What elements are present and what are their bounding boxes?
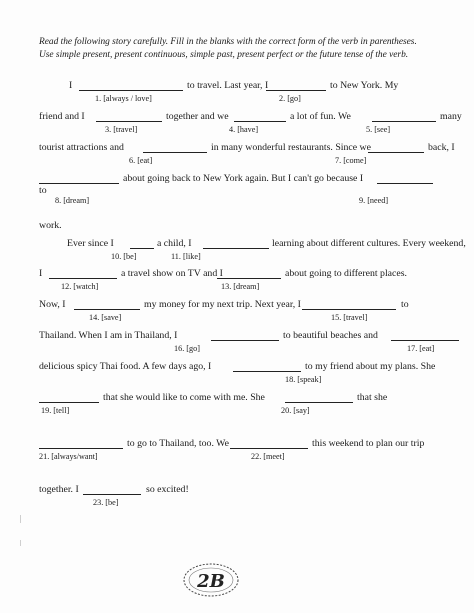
instructions-line-2: Use simple present, present continuous, simple past, present perfect or the future tense of the verb. [39, 50, 409, 60]
story-line [39, 361, 459, 391]
verb-hint: 6. [eat] [129, 156, 153, 165]
answer-blank-20[interactable] [285, 402, 353, 403]
story-line [39, 142, 459, 172]
answer-blank-7[interactable] [368, 152, 424, 153]
verb-hint: 18. [speak] [285, 375, 322, 384]
story-text: I [39, 268, 43, 279]
story-line [39, 330, 459, 360]
answer-blank-9[interactable] [377, 183, 433, 184]
story-text: I [69, 80, 73, 91]
verb-hint: 20. [say] [281, 406, 310, 415]
story-line [39, 438, 459, 468]
scan-mark [20, 540, 21, 546]
story-text: a child, I [157, 238, 192, 249]
answer-blank-11[interactable] [203, 248, 269, 249]
verb-hint: 12. [watch] [61, 282, 99, 291]
story-text: to New York. My [330, 80, 399, 91]
story-line [39, 80, 459, 110]
story-line [39, 392, 459, 422]
answer-blank-23[interactable] [83, 494, 141, 495]
story-text: to [401, 299, 409, 310]
story-text: a travel show on TV and I [121, 268, 223, 279]
scan-mark [20, 515, 21, 523]
story-text: that she [357, 392, 388, 403]
story-text: about going back to New York again. But I can't go because I [123, 173, 364, 184]
answer-blank-22[interactable] [230, 448, 308, 449]
story-text: to beautiful beaches and [283, 330, 378, 341]
story-text: work. [39, 220, 62, 231]
verb-hint: 16. [go] [174, 344, 200, 353]
answer-blank-10[interactable] [130, 248, 154, 249]
story-text: together and we [166, 111, 229, 122]
verb-hint: 19. [tell] [41, 406, 70, 415]
answer-blank-5[interactable] [372, 121, 436, 122]
story-text: my money for my next trip. Next year, I [144, 299, 301, 310]
grade-stamp [180, 556, 242, 600]
story-text: a lot of fun. We [290, 111, 351, 122]
answer-blank-2[interactable] [266, 90, 326, 91]
story-text: delicious spicy Thai food. A few days ago, I [39, 361, 212, 372]
answer-blank-6[interactable] [143, 152, 207, 153]
answer-blank-1[interactable] [79, 90, 183, 91]
verb-hint: 15. [travel] [331, 313, 368, 322]
story-text: Ever since I [67, 238, 114, 249]
story-text: to travel. Last year, I [187, 80, 269, 91]
answer-blank-14[interactable] [74, 309, 140, 310]
verb-hint: 14. [save] [89, 313, 122, 322]
verb-hint: 9. [need] [359, 196, 389, 205]
instructions-line-1: Read the following story carefully. Fill in the blanks with the correct form of the verb in parentheses. [39, 37, 417, 47]
verb-hint: 2. [go] [279, 94, 301, 103]
verb-hint: 7. [come] [335, 156, 367, 165]
verb-hint: 23. [be] [93, 498, 119, 507]
answer-blank-12[interactable] [49, 278, 117, 279]
story-text: to my friend about my plans. She [305, 361, 436, 372]
verb-hint: 1. [always / love] [95, 94, 152, 103]
story-line [39, 299, 459, 329]
story-line [39, 173, 459, 203]
instructions [39, 36, 459, 62]
story-text: that she would like to come with me. She [103, 392, 265, 403]
answer-blank-15[interactable] [302, 309, 396, 310]
answer-blank-4[interactable] [234, 121, 286, 122]
verb-hint: 13. [dream] [221, 282, 260, 291]
verb-hint: 5. [see] [366, 125, 391, 134]
answer-blank-19[interactable] [39, 402, 99, 403]
verb-hint: 4. [have] [229, 125, 259, 134]
story-text: this weekend to plan our trip [312, 438, 425, 449]
story-text: together. I [39, 484, 79, 495]
answer-blank-13[interactable] [217, 278, 281, 279]
story-text: about going to different places. [285, 268, 407, 279]
story-text: learning about different cultures. Every weekend, [272, 238, 466, 249]
stamp-graphic [180, 556, 242, 600]
story-text: back, I [428, 142, 455, 153]
verb-hint: 3. [travel] [105, 125, 138, 134]
answer-blank-18[interactable] [233, 371, 301, 372]
story-text: to go to Thailand, too. We [127, 438, 229, 449]
answer-blank-17[interactable] [391, 340, 459, 341]
answer-blank-8[interactable] [39, 183, 119, 184]
story-line [39, 238, 466, 268]
story-line [39, 268, 459, 298]
story-text: many [440, 111, 462, 122]
story-line [39, 111, 462, 141]
verb-hint: 17. [eat] [407, 344, 435, 353]
story-line [39, 484, 459, 514]
verb-hint: 22. [meet] [251, 452, 285, 461]
story-text: to [39, 185, 47, 196]
answer-blank-16[interactable] [211, 340, 279, 341]
stamp-text: 2B [197, 571, 225, 592]
answer-blank-21[interactable] [39, 448, 123, 449]
story-text: Thailand. When I am in Thailand, I [39, 330, 178, 341]
story-text: so excited! [146, 484, 189, 495]
story-text: Now, I [39, 299, 66, 310]
story-text: in many wonderful restaurants. Since we [211, 142, 371, 153]
verb-hint: 21. [always/want] [39, 452, 98, 461]
answer-blank-3[interactable] [96, 121, 162, 122]
verb-hint: 11. [like] [171, 252, 201, 261]
story-text: friend and I [39, 111, 85, 122]
story-text: tourist attractions and [39, 142, 124, 153]
verb-hint: 10. [be] [111, 252, 137, 261]
verb-hint: 8. [dream] [55, 196, 90, 205]
